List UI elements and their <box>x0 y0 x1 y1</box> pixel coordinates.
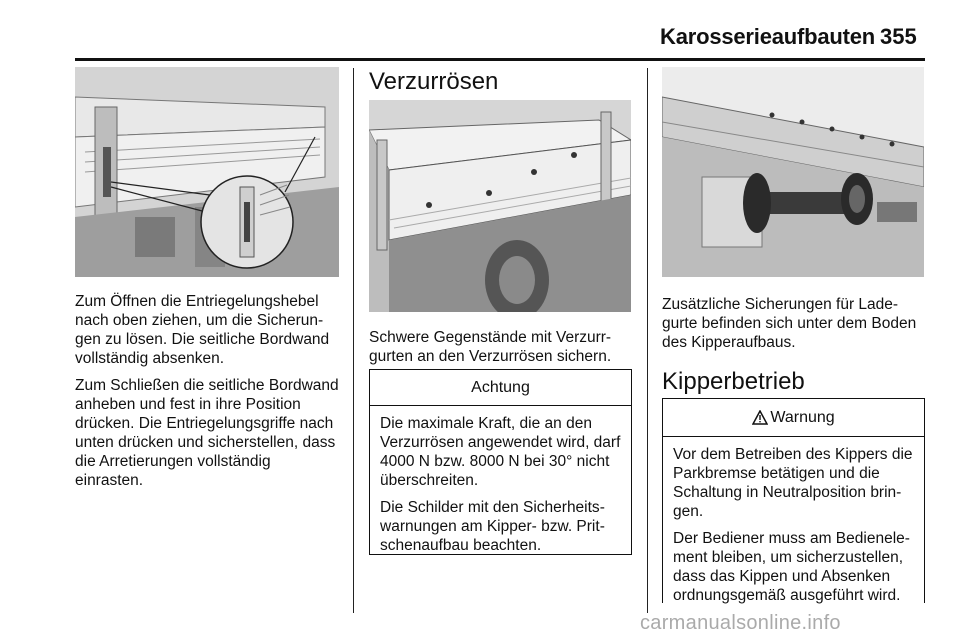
paragraph: Zum Öffnen die Entriegelungshebel nach oben ziehen, um die Sicherungen zu lösen. Die seitliche Bordwand vollständig absenken. <box>75 293 330 367</box>
tipper-floor-lashing-illustration <box>662 67 924 277</box>
paragraph: Zum Schließen die seitliche Bordwand anheben und fest in ihre Position drücken. Die Entriegelungsgriffe nach unten drücken und sicherstellen, dass die Arretierungen vollständig einrasten. <box>75 377 339 489</box>
caution-body <box>370 406 631 555</box>
warning-body <box>663 437 924 605</box>
column-divider-left <box>353 68 354 613</box>
tailgate-release-illustration <box>75 67 339 277</box>
warning-box <box>662 398 925 603</box>
left-column-text <box>75 292 341 498</box>
paragraph: Der Bediener muss am Bedienelement bleiben, um sicherzustellen, dass das Kippen und Absenken ordnungsgemäß ausgeführt wird. <box>673 530 910 604</box>
paragraph: Die Schilder mit den Sicherheitswarnungen am Kipper- bzw. Pritschenaufbau beachten. <box>380 499 605 554</box>
warning-heading-row <box>663 399 924 437</box>
page-number: 355 <box>880 24 917 49</box>
caution-box <box>369 369 632 555</box>
page-header-title: Karosserieaufbauten <box>660 24 876 49</box>
warning-heading: Warnung <box>770 409 835 426</box>
middle-column-text: Schwere Gegenstände mit Verzurrgurten an den Verzurrösen sichern. <box>369 329 612 365</box>
lashing-eyes-illustration <box>369 100 631 312</box>
section-title-verzurroesen: Verzurrösen <box>369 68 499 95</box>
column-divider-right <box>647 68 648 613</box>
right-column-text: Zusätzliche Sicherungen für Ladegurte befinden sich unter dem Boden des Kipperaufbaus. <box>662 296 917 351</box>
caution-heading: Achtung <box>370 370 631 406</box>
header-rule <box>75 58 925 61</box>
watermark: carmanualsonline.info <box>640 612 841 634</box>
paragraph: Vor dem Betreiben des Kippers die Parkbremse betätigen und die Schaltung in Neutralposition bringen. <box>673 446 913 520</box>
section-title-kipperbetrieb: Kipperbetrieb <box>662 368 805 395</box>
paragraph: Die maximale Kraft, die an den Verzurrösen angewendet wird, darf 4000 N bzw. 8000 N bei 30° nicht überschreiten. <box>380 415 621 489</box>
warning-triangle-icon <box>752 402 768 440</box>
